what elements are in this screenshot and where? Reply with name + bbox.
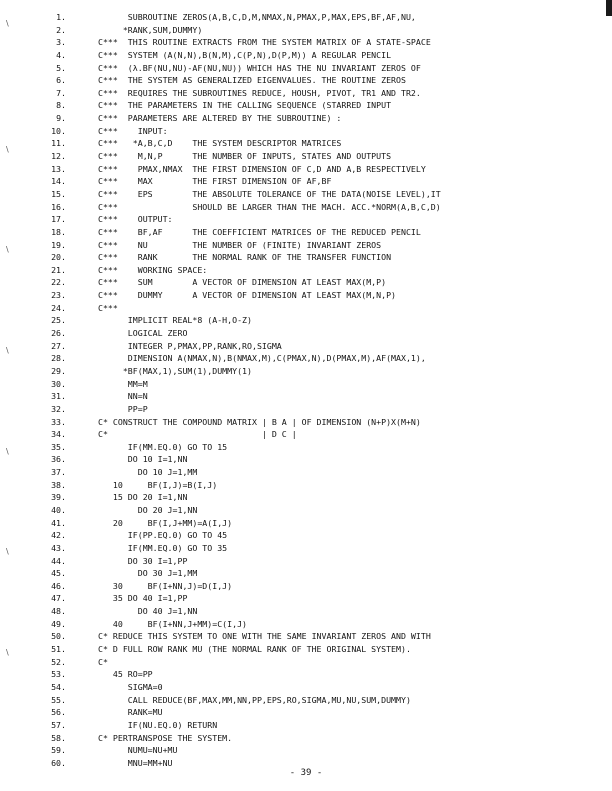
line-code: SUBROUTINE ZEROS(A,B,C,D,M,NMAX,N,PMAX,P,MAX,EPS,BF,AF,NU, — [98, 12, 416, 22]
line-code: C*** *A,B,C,D THE SYSTEM DESCRIPTOR MATRICES — [98, 138, 342, 149]
line-code: *BF(MAX,1),SUM(1),DUMMY(1) — [98, 365, 252, 376]
code-line — [28, 706, 608, 719]
code-line — [28, 694, 608, 707]
line-number: 57. — [51, 719, 66, 730]
code-line — [28, 99, 608, 112]
line-number: 33. — [51, 416, 66, 427]
code-line — [28, 327, 608, 340]
margin-mark: \ — [6, 346, 9, 355]
line-number: 34. — [51, 429, 66, 440]
line-number: 10. — [51, 125, 66, 136]
line-number: 43. — [51, 542, 66, 553]
code-line — [28, 592, 608, 605]
margin-mark: \ — [6, 19, 9, 28]
code-line — [28, 87, 608, 100]
line-code: C*** PARAMETERS ARE ALTERED BY THE SUBROUTINE) : — [98, 113, 342, 124]
line-number: 14. — [51, 176, 66, 187]
line-code: C*** SYSTEM (A(N,N),B(N,M),C(P,N),D(P,M)) A REGULAR PENCIL — [98, 49, 392, 60]
line-number: 9. — [56, 113, 66, 124]
code-line — [28, 479, 608, 492]
line-number: 47. — [51, 593, 66, 604]
line-number: 58. — [51, 732, 66, 743]
line-code: C*** THE PARAMETERS IN THE CALLING SEQUENCE (STARRED INPUT — [98, 100, 392, 111]
line-code: PP=P — [98, 403, 148, 414]
line-number: 54. — [51, 681, 66, 692]
line-number: 50. — [51, 631, 66, 642]
line-code: DO 20 J=1,NN — [98, 504, 198, 515]
line-number: 45. — [51, 568, 66, 579]
code-line — [28, 504, 608, 517]
code-line — [28, 618, 608, 631]
line-code: C*** REQUIRES THE SUBROUTINES REDUCE, HOUSH, PIVOT, TR1 AND TR2. — [98, 87, 421, 98]
line-code: IMPLICIT REAL*8 (A-H,O-Z) — [98, 315, 252, 326]
line-number: 59. — [51, 745, 66, 756]
line-code: DIMENSION A(NMAX,N),B(NMAX,M),C(PMAX,N),D(PMAX,M),AF(MAX,1), — [98, 353, 426, 364]
line-number: 13. — [51, 163, 66, 174]
line-number: 18. — [51, 226, 66, 237]
code-line — [28, 188, 608, 201]
line-code: C*** RANK THE NORMAL RANK OF THE TRANSFER FUNCTION — [98, 252, 392, 263]
line-code: DO 30 J=1,MM — [98, 568, 198, 579]
line-code: SIGMA=0 — [98, 681, 163, 692]
code-line — [28, 289, 608, 302]
line-code: C* REDUCE THIS SYSTEM TO ONE WITH THE SAME INVARIANT ZEROS AND WITH — [98, 631, 431, 642]
line-code: C*** MAX THE FIRST DIMENSION OF AF,BF — [98, 176, 332, 187]
line-number: 3. — [56, 37, 66, 48]
line-number: 53. — [51, 669, 66, 680]
code-line — [28, 11, 608, 24]
code-line — [28, 719, 608, 732]
line-code: C* — [98, 656, 108, 667]
line-number: 23. — [51, 290, 66, 301]
line-code: INTEGER P,PMAX,PP,RANK,RO,SIGMA — [98, 340, 282, 351]
line-code: C* CONSTRUCT THE COMPOUND MATRIX | B A | OF DIMENSION (N+P)X(M+N) — [98, 416, 421, 427]
line-code: C*** THE SYSTEM AS GENERALIZED EIGENVALUES. THE ROUTINE ZEROS — [98, 75, 406, 86]
code-line — [28, 441, 608, 454]
line-code: C*** WORKING SPACE: — [98, 264, 208, 275]
code-line — [28, 340, 608, 353]
line-number: 38. — [51, 479, 66, 490]
code-line — [28, 239, 608, 252]
code-line — [28, 302, 608, 315]
code-line — [28, 352, 608, 365]
code-line — [28, 567, 608, 580]
code-line — [28, 36, 608, 49]
line-number: 29. — [51, 365, 66, 376]
code-line — [28, 175, 608, 188]
code-line — [28, 201, 608, 214]
line-number: 15. — [51, 188, 66, 199]
line-code: IF(MM.EQ.0) GO TO 15 — [98, 441, 228, 452]
line-number: 41. — [51, 517, 66, 528]
code-line — [28, 529, 608, 542]
line-code: C*** THIS ROUTINE EXTRACTS FROM THE SYSTEM MATRIX OF A STATE-SPACE — [98, 37, 431, 48]
line-number: 1. — [56, 12, 66, 22]
code-line — [28, 542, 608, 555]
line-code: C*** SHOULD BE LARGER THAN THE MACH. ACC.*NORM(A,B,C,D) — [98, 201, 441, 212]
line-code: C*** SUM A VECTOR OF DIMENSION AT LEAST MAX(M,P) — [98, 277, 387, 288]
code-line — [28, 453, 608, 466]
line-code: C*** M,N,P THE NUMBER OF INPUTS, STATES AND OUTPUTS — [98, 151, 392, 162]
code-line — [28, 125, 608, 138]
line-number: 21. — [51, 264, 66, 275]
line-code: 40 BF(I+NN,J+MM)=C(I,J) — [98, 618, 248, 629]
code-line — [28, 416, 608, 429]
line-number: 25. — [51, 315, 66, 326]
line-code: DO 40 J=1,NN — [98, 606, 198, 617]
line-code: C*** DUMMY A VECTOR OF DIMENSION AT LEAST MAX(M,N,P) — [98, 290, 397, 301]
code-line — [28, 276, 608, 289]
line-number: 55. — [51, 694, 66, 705]
line-code: C*** OUTPUT: — [98, 214, 173, 225]
line-code: IF(NU.EQ.0) RETURN — [98, 719, 218, 730]
code-line — [28, 390, 608, 403]
line-number: 52. — [51, 656, 66, 667]
line-number: 31. — [51, 391, 66, 402]
code-line — [28, 150, 608, 163]
line-number: 6. — [56, 75, 66, 86]
line-number: 19. — [51, 239, 66, 250]
code-line — [28, 630, 608, 643]
page-number: - 39 - — [289, 768, 323, 778]
code-line — [28, 137, 608, 150]
line-number: 42. — [51, 530, 66, 541]
code-line — [28, 491, 608, 504]
line-number: 22. — [51, 277, 66, 288]
line-number: 4. — [56, 49, 66, 60]
line-code: C*** INPUT: — [98, 125, 168, 136]
line-code: DO 10 J=1,MM — [98, 467, 198, 478]
code-line — [28, 378, 608, 391]
line-number: 30. — [51, 378, 66, 389]
code-line — [28, 555, 608, 568]
code-line — [28, 466, 608, 479]
line-code: DO 30 I=1,PP — [98, 555, 188, 566]
code-line — [28, 580, 608, 593]
line-code: C*** PMAX,NMAX THE FIRST DIMENSION OF C,D AND A,B RESPECTIVELY — [98, 163, 426, 174]
line-number: 7. — [56, 87, 66, 98]
line-number: 16. — [51, 201, 66, 212]
code-line — [28, 428, 608, 441]
line-number: 40. — [51, 504, 66, 515]
margin-mark: \ — [6, 145, 9, 154]
line-number: 28. — [51, 353, 66, 364]
margin-mark: \ — [6, 648, 9, 657]
line-code: RANK=MU — [98, 707, 163, 718]
line-number: 2. — [56, 24, 66, 35]
line-number: 11. — [51, 138, 66, 149]
code-line — [28, 24, 608, 37]
line-number: 51. — [51, 644, 66, 655]
line-code: MNU=MM+NU — [98, 757, 173, 768]
line-number: 17. — [51, 214, 66, 225]
code-line — [28, 74, 608, 87]
code-line — [28, 517, 608, 530]
line-number: 49. — [51, 618, 66, 629]
code-line — [28, 251, 608, 264]
line-code: C* | D C | — [98, 429, 297, 440]
line-code: 10 BF(I,J)=B(I,J) — [98, 479, 218, 490]
line-number: 36. — [51, 454, 66, 465]
margin-mark: \ — [6, 447, 9, 456]
line-code: 35 DO 40 I=1,PP — [98, 593, 188, 604]
line-code: DO 10 I=1,NN — [98, 454, 188, 465]
margin-mark: \ — [6, 547, 9, 556]
line-code: IF(MM.EQ.0) GO TO 35 — [98, 542, 228, 553]
line-number: 32. — [51, 403, 66, 414]
line-number: 44. — [51, 555, 66, 566]
line-code: 20 BF(I,J+MM)=A(I,J) — [98, 517, 233, 528]
line-code: C*** EPS THE ABSOLUTE TOLERANCE OF THE DATA(NOISE LEVEL),IT — [98, 188, 441, 199]
code-line — [28, 226, 608, 239]
code-line — [28, 314, 608, 327]
line-number: 46. — [51, 580, 66, 591]
code-line — [28, 668, 608, 681]
code-line — [28, 264, 608, 277]
line-number: 37. — [51, 467, 66, 478]
code-line — [28, 744, 608, 757]
line-code: CALL REDUCE(BF,MAX,MM,NN,PP,EPS,RO,SIGMA,MU,NU,SUM,DUMMY) — [98, 694, 411, 705]
line-number: 27. — [51, 340, 66, 351]
line-code: 15 DO 20 I=1,NN — [98, 492, 188, 503]
code-line — [28, 732, 608, 745]
code-line — [28, 365, 608, 378]
line-code: 45 RO=PP — [98, 669, 153, 680]
line-code: MM=M — [98, 378, 148, 389]
line-code: C*** — [98, 302, 118, 313]
line-code: NUMU=NU+MU — [98, 745, 178, 756]
code-line — [28, 49, 608, 62]
line-number: 35. — [51, 441, 66, 452]
code-line — [28, 605, 608, 618]
line-number: 60. — [51, 757, 66, 768]
line-code: IF(PP.EQ.0) GO TO 45 — [98, 530, 228, 541]
code-line — [28, 62, 608, 75]
code-line — [28, 681, 608, 694]
line-code: C*** (λ.BF(NU,NU)-AF(NU,NU)) WHICH HAS THE NU INVARIANT ZEROS OF — [98, 62, 421, 73]
code-line — [28, 213, 608, 226]
code-line — [28, 643, 608, 656]
line-number: 48. — [51, 606, 66, 617]
line-number: 39. — [51, 492, 66, 503]
line-code: C*** BF,AF THE COEFFICIENT MATRICES OF THE REDUCED PENCIL — [98, 226, 421, 237]
line-code: C* D FULL ROW RANK MU (THE NORMAL RANK OF THE ORIGINAL SYSTEM). — [98, 644, 411, 655]
line-code: 30 BF(I+NN,J)=D(I,J) — [98, 580, 233, 591]
line-code: *RANK,SUM,DUMMY) — [98, 24, 203, 35]
line-code: C*** NU THE NUMBER OF (FINITE) INVARIANT ZEROS — [98, 239, 382, 250]
line-code: LOGICAL ZERO — [98, 328, 188, 339]
line-number: 12. — [51, 151, 66, 162]
line-number: 26. — [51, 328, 66, 339]
code-line — [28, 163, 608, 176]
code-line — [28, 403, 608, 416]
line-code: NN=N — [98, 391, 148, 402]
code-line — [28, 656, 608, 669]
line-code: C* PERTRANSPOSE THE SYSTEM. — [98, 732, 233, 743]
line-number: 56. — [51, 707, 66, 718]
line-number: 24. — [51, 302, 66, 313]
line-number: 8. — [56, 100, 66, 111]
code-listing — [28, 11, 608, 769]
margin-mark: \ — [6, 245, 9, 254]
line-number: 5. — [56, 62, 66, 73]
line-number: 20. — [51, 252, 66, 263]
code-line — [28, 112, 608, 125]
